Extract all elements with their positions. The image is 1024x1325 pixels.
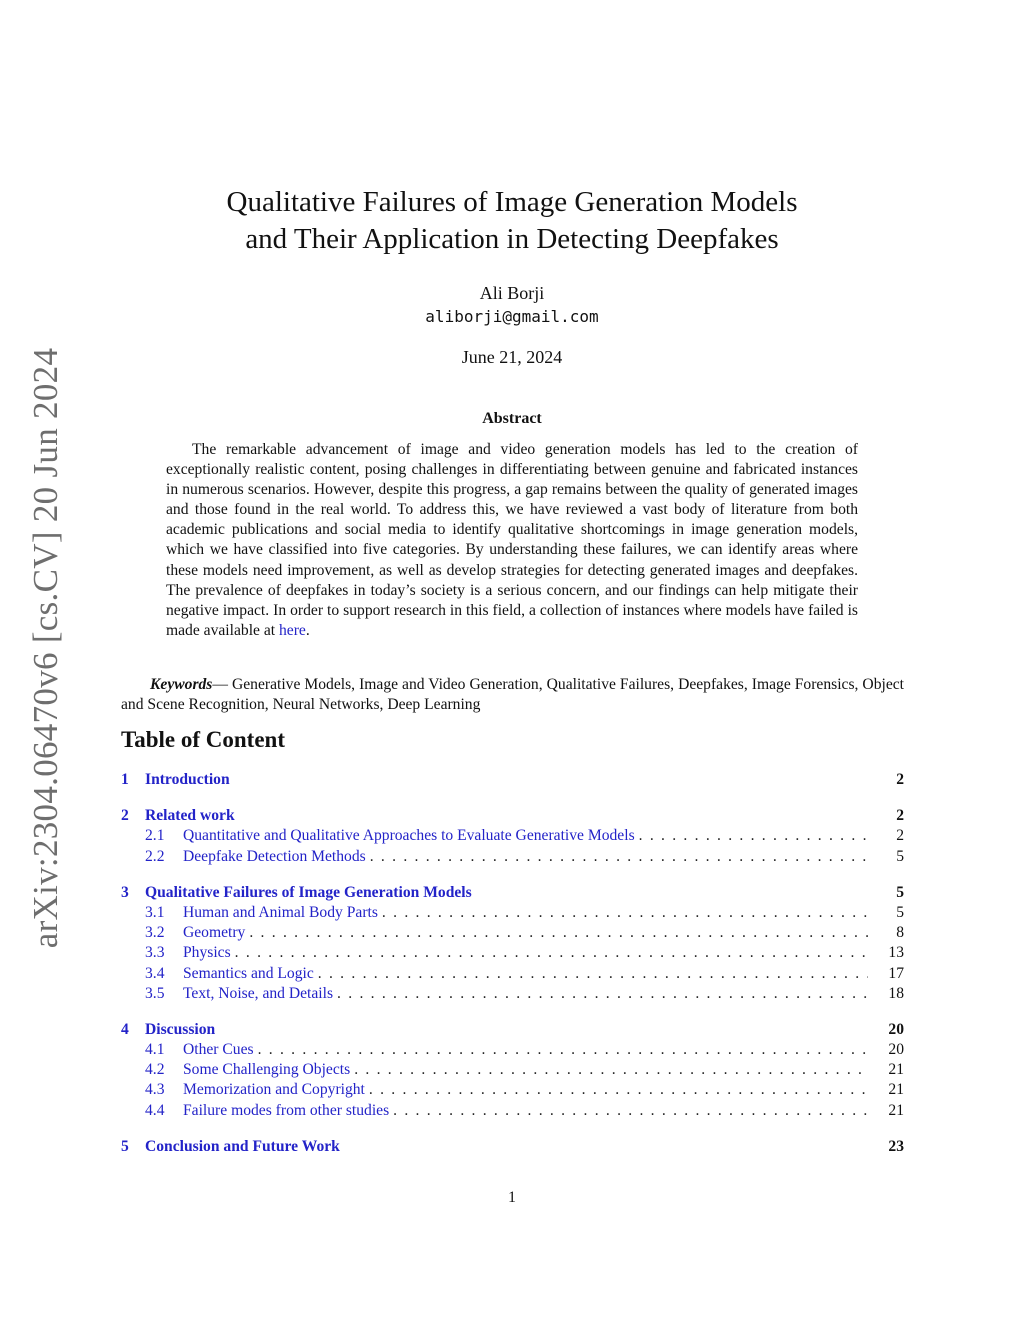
toc-subsection-2.1[interactable] <box>121 826 904 846</box>
toc-dot-leader <box>639 826 868 846</box>
toc-subsection-number: 4.2 <box>145 1061 165 1079</box>
toc-subsection-title: Geometry <box>183 923 249 943</box>
toc-section-number: 4 <box>121 1020 129 1038</box>
toc-section-number: 3 <box>121 883 129 901</box>
paper-date: June 21, 2024 <box>461 347 563 367</box>
toc-subsection-page: 21 <box>888 1101 904 1119</box>
arxiv-identifier-stamp: arXiv:2304.06470v6 [cs.CV] 20 Jun 2024 <box>26 347 65 949</box>
toc-subsection-page: 5 <box>896 847 904 865</box>
abstract-text: The remarkable advancement of image and video generation models has led to the creation of exceptionally realistic content, posing challenges in differentiating between genuine and fabricated instances in numerous scenarios. However, despite this progress, a gap remains between the quality of generated images and those found in the real world. To address this, we have reviewed a vast body of literature from both academic publications and social media to identify qualitative shortcomings in image generation models, which we have classified into five categories. By understanding these failures, we can identify areas where these models need improvement, as well as develop strategies for detecting generated images and deepfakes. The prevalence of deepfakes in today’s society is a serious concern, and our findings can help mitigate their negative impact. In order to support research in this field, a collection of instances where models have failed is made available at <box>166 441 858 639</box>
toc-subsection-number: 3.4 <box>145 964 165 982</box>
toc-section-title: Qualitative Failures of Image Generation Models <box>145 883 472 901</box>
toc-subsection-number: 2.1 <box>145 827 165 845</box>
toc-subsection-page: 8 <box>896 924 904 942</box>
toc-subsection-page: 21 <box>888 1061 904 1079</box>
toc-subsection-title: Deepfake Detection Methods <box>183 847 370 867</box>
title-line-2: and Their Application in Detecting Deepfakes <box>245 223 779 255</box>
toc-dot-leader <box>249 923 868 943</box>
toc-dot-leader <box>393 1101 868 1121</box>
keywords-text: — Generative Models, Image and Video Generation, Qualitative Failures, Deepfakes, Image Forensics, Object and Scene Recognition, Neural Networks, Deep Learning <box>121 676 904 714</box>
toc-dot-leader <box>382 903 868 923</box>
toc-subsection-title: Text, Noise, and Details <box>183 984 337 1004</box>
toc-subsection-title: Physics <box>183 943 235 963</box>
toc-subsection-3.4[interactable] <box>121 964 904 984</box>
toc-subsection-2.2[interactable] <box>121 847 904 867</box>
author-name: Ali Borji <box>479 283 545 303</box>
toc-subsection-title: Failure modes from other studies <box>183 1101 393 1121</box>
toc-dot-leader <box>369 1080 868 1100</box>
toc-subsection-title: Memorization and Copyright <box>183 1080 369 1100</box>
toc-subsection-title: Quantitative and Qualitative Approaches to Evaluate Generative Models <box>183 826 639 846</box>
title-line-1: Qualitative Failures of Image Generation Models <box>226 186 798 218</box>
toc-dot-leader <box>337 984 868 1004</box>
toc-group-4 <box>121 1020 904 1121</box>
toc-group-5 <box>121 1137 904 1157</box>
toc-subsection-title: Some Challenging Objects <box>183 1060 354 1080</box>
toc-subsection-number: 3.5 <box>145 984 165 1002</box>
toc-subsection-number: 3.2 <box>145 924 165 942</box>
toc-section-4[interactable] <box>121 1020 904 1040</box>
toc-subsection-page: 18 <box>888 984 904 1002</box>
toc-section-title: Discussion <box>145 1020 216 1038</box>
toc-subsection-3.2[interactable] <box>121 923 904 943</box>
toc-subsection-3.5[interactable] <box>121 984 904 1004</box>
toc-subsection-number: 4.4 <box>145 1101 165 1119</box>
toc-subsection-page: 17 <box>888 964 904 982</box>
toc-subsection-page: 5 <box>896 903 904 921</box>
keywords-paragraph <box>121 675 904 715</box>
toc-section-title: Conclusion and Future Work <box>145 1137 340 1155</box>
toc-section-page: 2 <box>896 807 904 825</box>
toc-dot-leader <box>370 847 868 867</box>
toc-section-5[interactable] <box>121 1137 904 1157</box>
toc-subsection-number: 4.3 <box>145 1081 165 1099</box>
toc-section-page: 23 <box>888 1137 904 1155</box>
toc-subsection-page: 20 <box>888 1041 904 1059</box>
toc-subsection-3.3[interactable] <box>121 943 904 963</box>
toc-section-number: 1 <box>121 771 129 788</box>
toc-subsection-4.3[interactable] <box>121 1080 904 1100</box>
toc-group-1 <box>121 770 904 790</box>
toc-dot-leader <box>354 1060 868 1080</box>
abstract-heading: Abstract <box>482 410 542 427</box>
toc-heading: Table of Content <box>121 727 285 752</box>
toc-subsection-number: 4.1 <box>145 1041 165 1059</box>
toc-subsection-page: 13 <box>888 944 904 962</box>
page-number: 1 <box>508 1189 516 1206</box>
toc-subsection-page: 2 <box>896 827 904 845</box>
toc-section-2[interactable] <box>121 806 904 826</box>
abstract-end: . <box>305 621 310 639</box>
toc-section-1[interactable] <box>121 770 904 790</box>
author-email: aliborji@gmail.com <box>425 307 599 326</box>
toc-subsection-title: Human and Animal Body Parts <box>183 903 382 923</box>
table-of-contents <box>121 770 904 1173</box>
toc-dot-leader <box>318 964 868 984</box>
toc-group-2 <box>121 806 904 867</box>
toc-section-title: Related work <box>145 807 235 825</box>
toc-group-3 <box>121 883 904 1004</box>
toc-subsection-title: Other Cues <box>183 1040 258 1060</box>
toc-dot-leader <box>235 943 868 963</box>
toc-dot-leader <box>258 1040 868 1060</box>
toc-section-page: 20 <box>888 1020 904 1038</box>
toc-subsection-number: 3.1 <box>145 903 165 921</box>
toc-subsection-3.1[interactable] <box>121 903 904 923</box>
keywords-label: Keywords <box>150 676 213 693</box>
toc-subsection-4.1[interactable] <box>121 1040 904 1060</box>
abstract-body <box>166 440 858 641</box>
toc-subsection-title: Semantics and Logic <box>183 964 318 984</box>
toc-subsection-4.2[interactable] <box>121 1060 904 1080</box>
abstract-here-link[interactable]: here <box>279 621 306 639</box>
toc-section-page: 5 <box>896 883 904 901</box>
toc-subsection-number: 2.2 <box>145 847 165 865</box>
toc-section-number: 5 <box>121 1137 129 1155</box>
toc-section-page: 2 <box>896 771 904 788</box>
toc-section-3[interactable] <box>121 883 904 903</box>
toc-subsection-4.4[interactable] <box>121 1101 904 1121</box>
toc-subsection-page: 21 <box>888 1081 904 1099</box>
toc-section-number: 2 <box>121 807 129 825</box>
toc-section-title: Introduction <box>145 771 230 788</box>
toc-subsection-number: 3.3 <box>145 944 165 962</box>
paper-title <box>0 184 1024 258</box>
